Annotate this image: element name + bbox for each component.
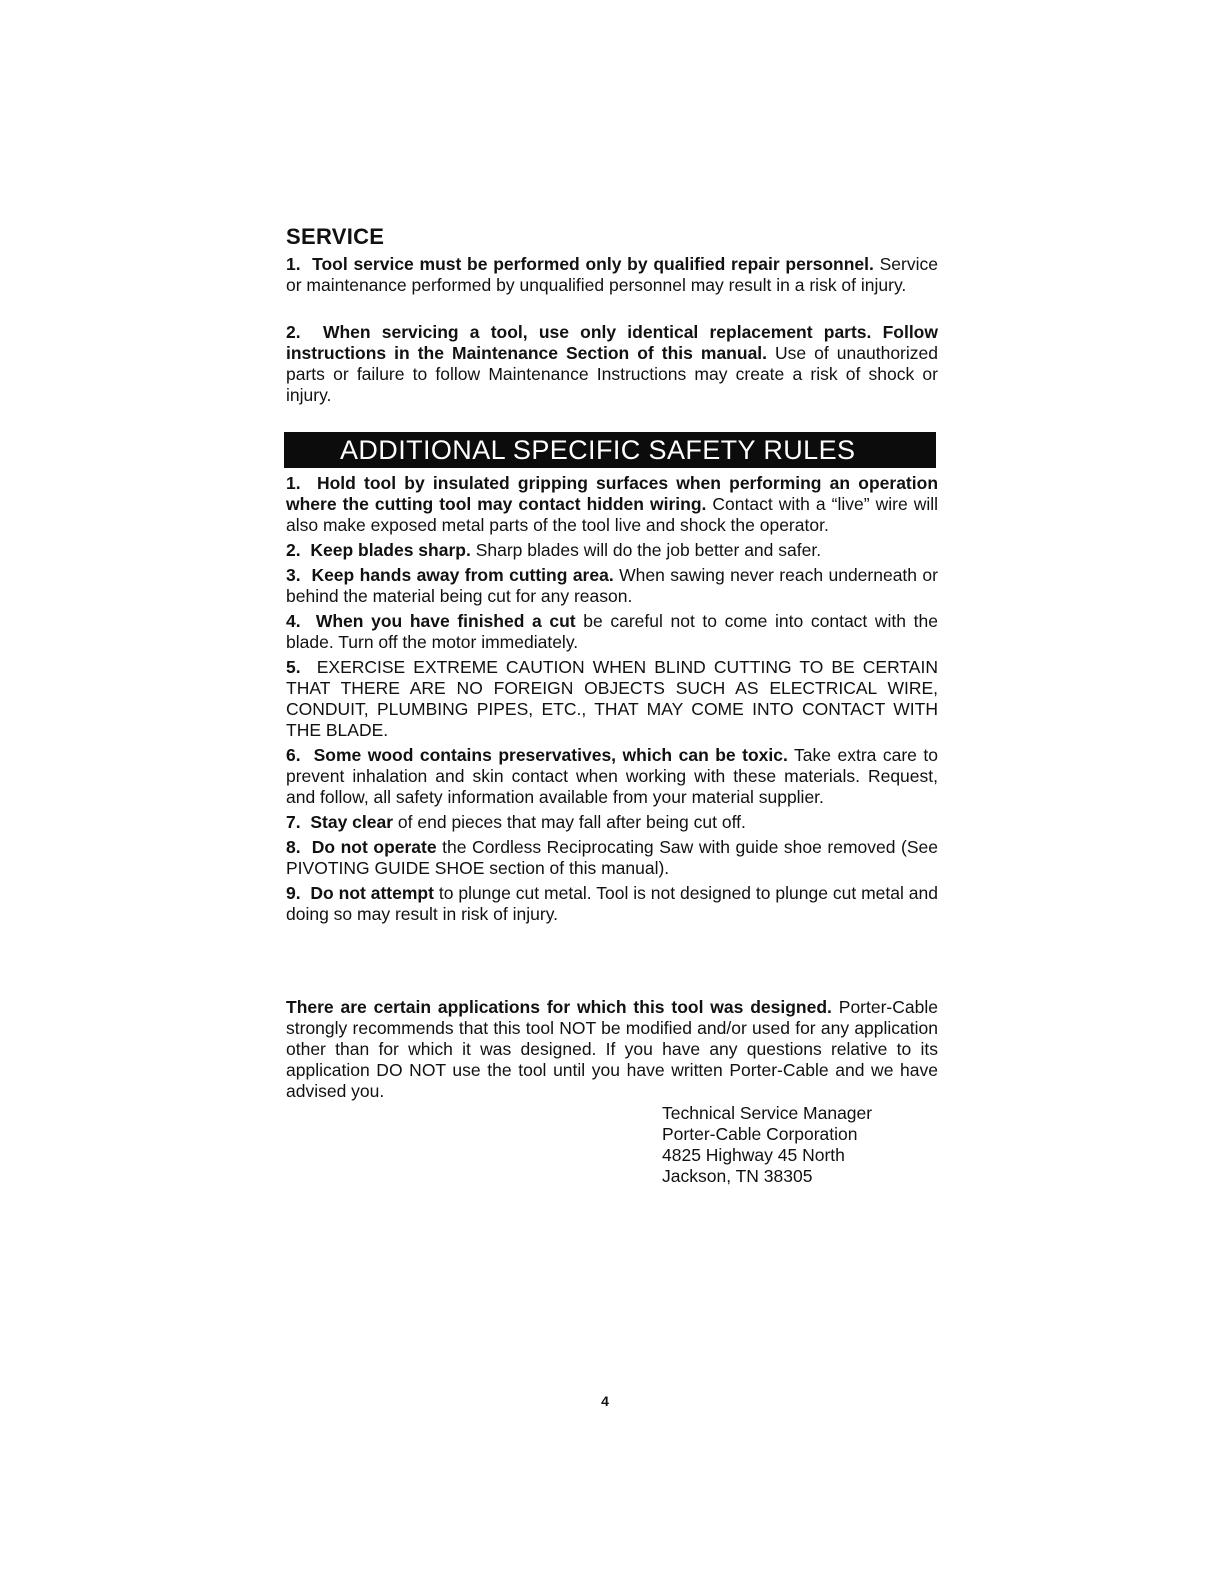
contact-address xyxy=(662,1103,938,1187)
rule-bold: Do not attempt xyxy=(310,883,434,903)
rule-item-8 xyxy=(286,837,938,879)
service-item-1-number: 1. xyxy=(286,254,301,274)
applications-bold: There are certain applications for which this tool was designed. xyxy=(286,997,832,1017)
service-item-1 xyxy=(286,254,938,296)
rule-item-9 xyxy=(286,883,938,925)
applications-text: Porter-Cable strongly recommends that this tool NOT be modified and/or used for any application other than for which it was designed. If you have any questions relative to its application DO NOT use the tool until you have written Porter-Cable and we have advised you. xyxy=(286,997,938,1101)
rule-item-5 xyxy=(286,657,938,741)
rule-number: 9. xyxy=(286,883,301,903)
rule-item-1 xyxy=(286,473,938,536)
page-number: 4 xyxy=(601,1393,609,1409)
rule-text: Sharp blades will do the job better and safer. xyxy=(475,540,822,560)
rule-item-6 xyxy=(286,745,938,808)
rule-number: 6. xyxy=(286,745,301,765)
additional-rules-list xyxy=(286,473,938,929)
rule-text: of end pieces that may fall after being cut off. xyxy=(397,812,746,832)
rule-text: Contact with a “live” wire will also make exposed metal parts of the tool live and shock the operator. xyxy=(286,494,939,535)
rule-item-2 xyxy=(286,540,938,561)
rule-item-3 xyxy=(286,565,938,607)
rule-bold: Hold tool by insulated gripping surfaces when performing an operation where the cutting tool may contact hidden wiring. xyxy=(286,473,939,514)
rule-text: be careful not to come into contact with the blade. Turn off the motor immediately. xyxy=(286,611,938,652)
address-line-company: Porter-Cable Corporation xyxy=(662,1124,858,1144)
rule-number: 2. xyxy=(286,540,301,560)
rule-bold: Stay clear xyxy=(310,812,394,832)
applications-paragraph xyxy=(286,997,938,1102)
address-line-street: 4825 Highway 45 North xyxy=(662,1145,845,1165)
rule-text: When sawing never reach underneath or behind the material being cut for any reason. xyxy=(286,565,938,606)
rule-number: 7. xyxy=(286,812,301,832)
rule-number: 8. xyxy=(286,837,301,857)
rule-number: 5. xyxy=(286,657,301,677)
rule-number: 1. xyxy=(286,473,301,493)
rule-bold: When you have finished a cut xyxy=(315,611,576,631)
rule-bold: Some wood contains preservatives, which can be toxic. xyxy=(313,745,788,765)
service-item-2-text: Use of unauthorized parts or failure to follow Maintenance Instructions may create a risk of shock or injury. xyxy=(286,343,938,405)
additional-safety-rules-banner: ADDITIONAL SPECIFIC SAFETY RULES xyxy=(284,432,936,468)
service-item-2-bold: When servicing a tool, use only identical replacement parts. Follow instructions in the Maintenance Section of this manual. xyxy=(286,322,938,363)
rule-bold: Keep hands away from cutting area. xyxy=(311,565,614,585)
rule-text: to plunge cut metal. Tool is not designed to plunge cut metal and doing so may result in risk of injury. xyxy=(286,883,938,924)
rule-number: 4. xyxy=(286,611,301,631)
rule-text: Take extra care to prevent inhalation and skin contact when working with these materials. Request, and follow, all safety information available from your material supplier. xyxy=(286,745,938,807)
rule-bold: Keep blades sharp. xyxy=(310,540,471,560)
rule-item-4 xyxy=(286,611,938,653)
rule-bold: Do not operate xyxy=(311,837,437,857)
service-item-1-bold: Tool service must be performed only by qualified repair personnel. xyxy=(312,254,874,274)
service-item-2 xyxy=(286,322,938,406)
rule-item-7 xyxy=(286,812,938,833)
service-heading: SERVICE xyxy=(286,224,385,249)
address-line-title: Technical Service Manager xyxy=(662,1103,873,1123)
rule-number: 3. xyxy=(286,565,301,585)
service-item-1-text: Service or maintenance performed by unqualified personnel may result in a risk of injury. xyxy=(286,254,938,295)
rule-text: the Cordless Reciprocating Saw with guide shoe removed (See PIVOTING GUIDE SHOE section of this manual). xyxy=(286,837,938,878)
address-line-city: Jackson, TN 38305 xyxy=(662,1166,813,1186)
service-item-2-number: 2. xyxy=(286,322,301,342)
rule-text: EXERCISE EXTREME CAUTION WHEN BLIND CUTTING TO BE CERTAIN THAT THERE ARE NO FOREIGN OBJECTS SUCH AS ELECTRICAL WIRE, CONDUIT, PLUMBING PIPES, ETC., THAT MAY COME INTO CONTACT WITH THE BLADE. xyxy=(286,657,938,740)
